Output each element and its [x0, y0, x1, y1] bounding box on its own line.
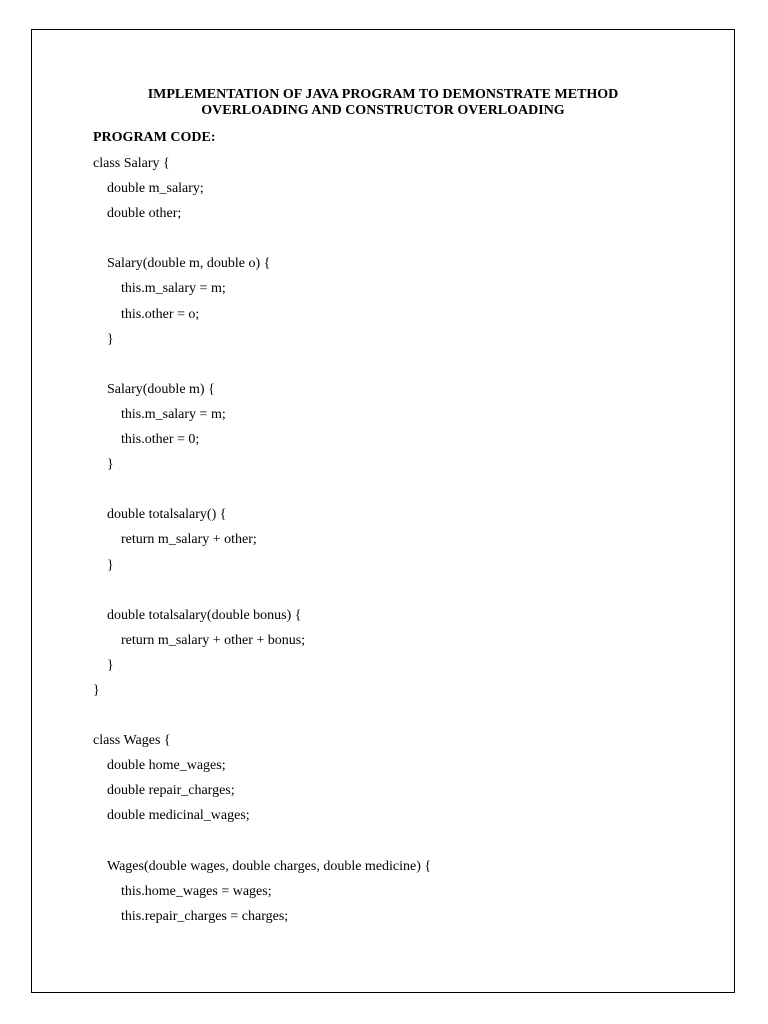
- code-line: this.m_salary = m;: [121, 406, 226, 422]
- code-line: }: [93, 682, 100, 698]
- code-line: Salary(double m) {: [107, 381, 215, 397]
- code-line: [93, 230, 431, 255]
- code-line: this.other = o;: [121, 306, 200, 322]
- code-line: this.m_salary = m;: [121, 281, 226, 297]
- code-line: return m_salary + other;: [121, 532, 257, 548]
- code-line: [93, 707, 431, 732]
- code-line: Salary(double m, double o) {: [107, 256, 271, 272]
- code-line: double totalsalary() {: [107, 507, 227, 523]
- title-line-2: OVERLOADING AND CONSTRUCTOR OVERLOADING: [201, 103, 565, 118]
- code-line: [93, 481, 431, 506]
- code-line: this.repair_charges = charges;: [121, 908, 289, 924]
- code-line: class Wages {: [93, 733, 171, 749]
- code-line: double medicinal_wages;: [107, 808, 250, 824]
- code-line: double totalsalary(double bonus) {: [107, 607, 302, 623]
- code-line: this.other = 0;: [121, 432, 200, 448]
- code-line: double repair_charges;: [107, 783, 235, 799]
- code-line: double other;: [107, 206, 182, 222]
- code-line: this.home_wages = wages;: [121, 883, 272, 899]
- code-line: }: [107, 331, 114, 347]
- program-code-label: PROGRAM CODE:: [93, 130, 216, 145]
- code-line: return m_salary + other + bonus;: [121, 632, 306, 648]
- code-line: }: [107, 457, 114, 473]
- code-line: double home_wages;: [107, 758, 226, 774]
- code-line: Wages(double wages, double charges, double medicine) {: [107, 858, 432, 874]
- code-line: }: [107, 657, 114, 673]
- code-line: class Salary {: [93, 156, 170, 171]
- code-line: }: [107, 557, 114, 573]
- title-line-1: IMPLEMENTATION OF JAVA PROGRAM TO DEMONSTRATE METHOD: [147, 87, 619, 102]
- code-block: [93, 155, 431, 933]
- code-line: [93, 833, 431, 858]
- code-line: [93, 356, 431, 381]
- code-line: double m_salary;: [107, 181, 204, 197]
- document-title: [31, 87, 735, 119]
- code-line: [93, 582, 431, 607]
